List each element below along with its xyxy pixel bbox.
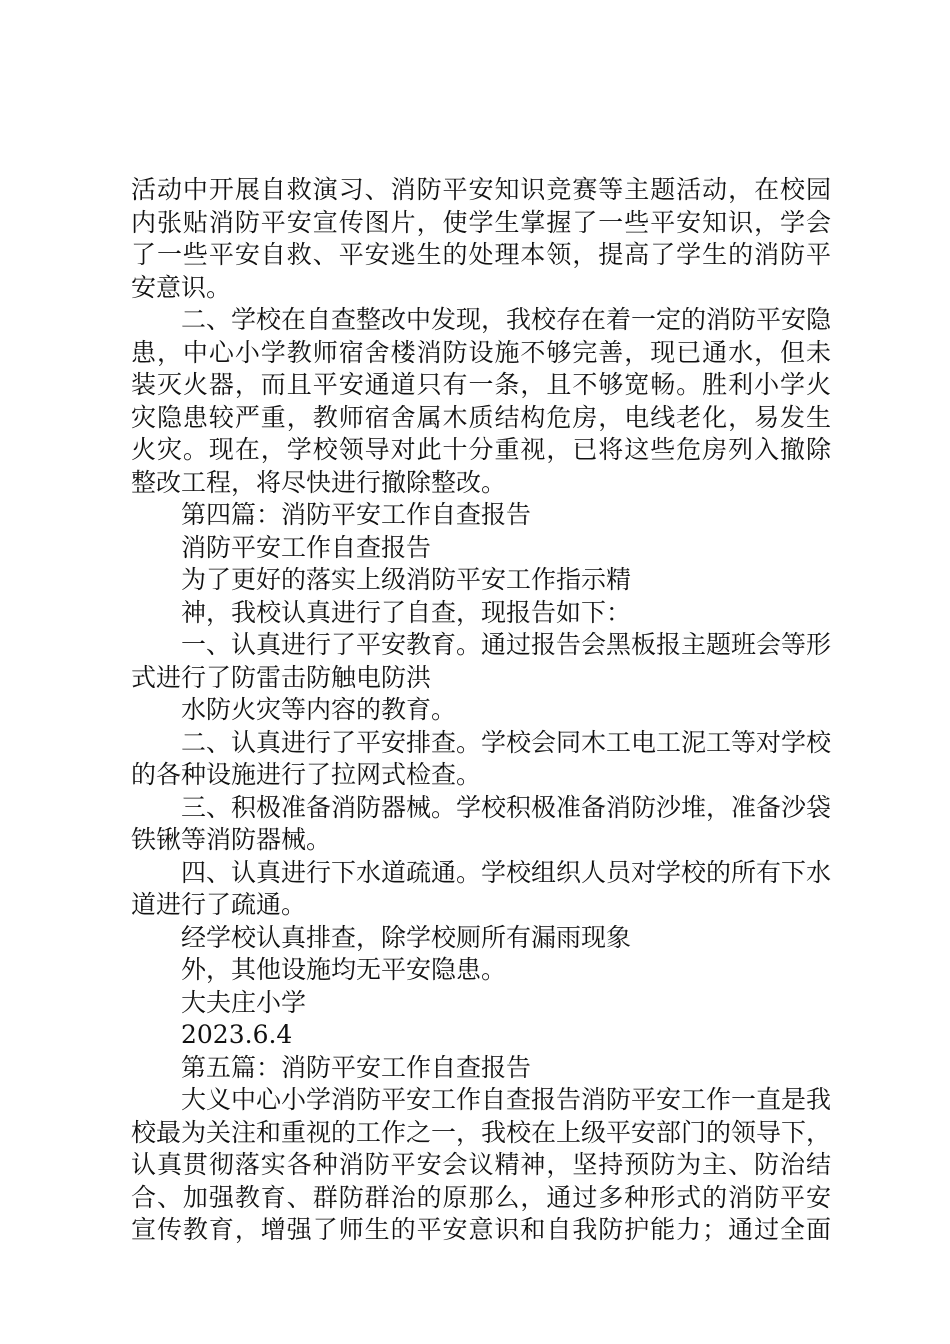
text-line: 大义中心小学消防平安工作自查报告消防平安工作一直是我 (181, 1085, 832, 1114)
text-line: 水防火灾等内容的教育。 (181, 695, 457, 724)
text-line: 二、学校在自查整改中发现，我校存在着一定的消防平安隐 (181, 305, 832, 334)
text-line: 第五篇：消防平安工作自查报告 (181, 1052, 532, 1082)
text-line: 内张贴消防平安宣传图片，使学生掌握了一些平安知识，学会 (131, 207, 831, 237)
text-line: 合、加强教育、群防群治的原那么，通过多种形式的消防平安 (131, 1182, 831, 1212)
text-line: 大夫庄小学 (181, 987, 307, 1017)
text-line: 2023.6.4 (181, 1020, 293, 1049)
text-line: 了一些平安自救、平安逃生的处理本领，提高了学生的消防平 (131, 240, 831, 269)
text-line: 外，其他设施均无平安隐患。 (181, 955, 507, 984)
document-body (131, 174, 831, 1247)
text-line: 装灭火器，而且平安通道只有一条，且不够宽畅。胜利小学火 (131, 370, 831, 399)
text-line: 的各种设施进行了拉网式检查。 (131, 760, 482, 789)
text-line: 活动中开展自救演习、消防平安知识竞赛等主题活动，在校园 (131, 175, 831, 204)
text-line: 宣传教育，增强了师生的平安意识和自我防护能力；通过全面 (131, 1215, 831, 1244)
text-line: 四、认真进行下水道疏通。学校组织人员对学校的所有下水 (181, 857, 832, 887)
text-line: 校最为关注和重视的工作之一，我校在上级平安部门的领导下， (131, 1117, 832, 1147)
text-line: 整改工程，将尽快进行撤除整改。 (131, 467, 507, 497)
text-line: 经学校认真排查，除学校厕所有漏雨现象 (181, 922, 632, 952)
text-line: 二、认真进行了平安排查。学校会同木工电工泥工等对学校 (181, 727, 832, 757)
text-line: 安意识。 (131, 272, 232, 302)
text-line: 铁锹等消防器械。 (131, 825, 332, 854)
text-line: 消防平安工作自查报告 (181, 532, 432, 562)
text-line: 患，中心小学教师宿舍楼消防设施不够完善，现已通水，但未 (131, 337, 831, 367)
text-line: 道进行了疏通。 (131, 890, 307, 919)
text-line: 三、积极准备消防器械。学校积极准备消防沙堆，准备沙袋 (181, 792, 832, 822)
text-line: 火灾。现在，学校领导对此十分重视，已将这些危房列入撤除 (131, 435, 831, 464)
text-line: 认真贯彻落实各种消防平安会议精神，坚持预防为主、防治结 (131, 1150, 831, 1179)
text-line: 一、认真进行了平安教育。通过报告会黑板报主题班会等形 (181, 630, 832, 659)
text-line: 第四篇：消防平安工作自查报告 (181, 500, 532, 529)
text-line: 神，我校认真进行了自查，现报告如下： (181, 597, 632, 627)
text-line: 式进行了防雷击防触电防洪 (131, 662, 432, 692)
text-line: 为了更好的落实上级消防平安工作指示精 (181, 565, 632, 594)
text-line: 灾隐患较严重，教师宿舍属木质结构危房，电线老化，易发生 (131, 402, 831, 432)
